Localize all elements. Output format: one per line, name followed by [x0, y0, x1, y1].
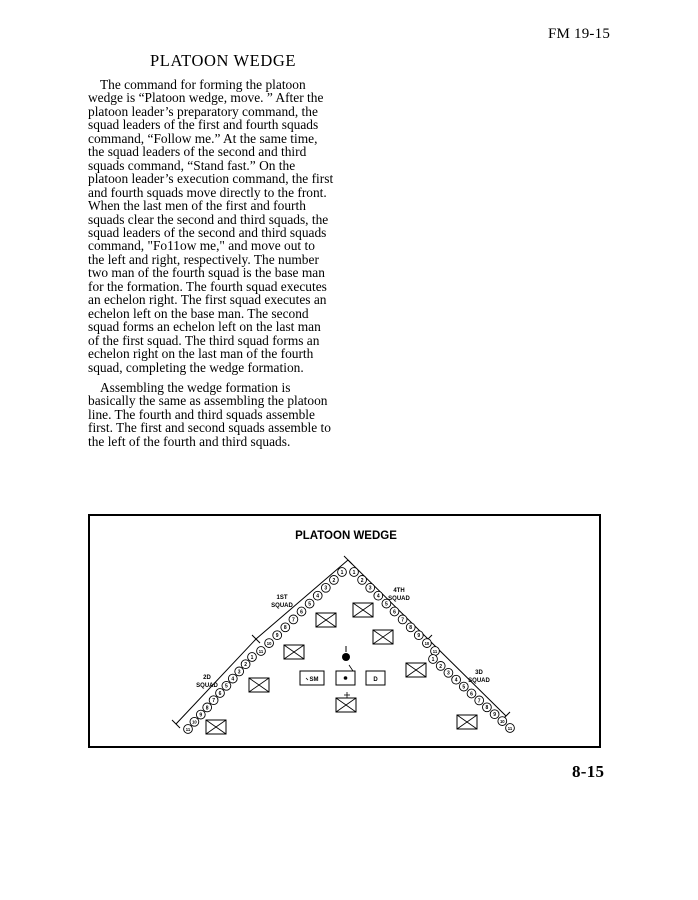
third-squad-soldier-11	[506, 724, 515, 733]
soldier-number: 6	[470, 691, 473, 698]
second-squad-soldier-7	[209, 696, 218, 705]
soldier-number: 9	[493, 712, 496, 719]
platoon-sergeant-icon	[344, 676, 348, 680]
soldier-number: 11	[185, 726, 191, 732]
body-text	[88, 78, 334, 455]
soldier-number: 2	[439, 663, 443, 670]
soldier-number: 9	[199, 712, 203, 719]
soldier-number: 6	[393, 609, 396, 616]
soldier-number: 5	[225, 683, 228, 690]
soldier-number: 5	[385, 601, 388, 608]
first-squad-label-line2: SQUAD	[271, 603, 293, 609]
first-squad-vehicle-3	[284, 645, 304, 659]
fourth-squad-soldier-2	[358, 576, 367, 585]
soldier-number: 2	[244, 662, 247, 669]
wedge-diagram	[90, 516, 603, 750]
soldier-number: 8	[283, 625, 287, 632]
paragraph-wedge-command: The command for forming the platoon wedge is “Platoon wedge, move. ” After the platoon leader’s preparatory command, the squad leaders of the first and fourth squads command, “Follow me.” At the same time, the squad leaders of the second and third squads command, “Stand fast.” On the platoon leader’s execution command, the first and fourth squads move directly to the front. When the last men of the first and fourth squads clear the second and third squads, the squad leaders of the second and third squads command, "Fo11ow me," and move out to the left and right, respectively. The number two man of the fourth squad is the base man for the formation. The fourth squad executes an echelon right. The first squad executes an echelon left on the base man. The second squad forms an echelon left on the last man of the first squad. The third squad forms an echelon right on the last man of the fourth squad, completing the wedge formation.	[88, 77, 334, 375]
soldier-number: 1	[352, 569, 356, 576]
fourth-squad-soldier-6	[390, 607, 399, 616]
third-squad-soldier-7	[475, 696, 484, 705]
third-squad-vehicle-1	[406, 663, 426, 677]
first-squad-soldier-6	[297, 607, 306, 616]
second-squad-soldier-2	[241, 660, 250, 669]
second-squad-soldier-8	[203, 703, 212, 712]
first-squad-soldier-3	[321, 583, 330, 592]
second-squad-soldier-9	[196, 710, 205, 719]
soldier-number: 2	[332, 577, 336, 584]
second-squad-label-line2: SQUAD	[196, 683, 218, 689]
soldier-number: 11	[258, 648, 264, 654]
third-squad-soldier-2	[436, 662, 445, 671]
soldier-number: 3	[368, 585, 372, 592]
fourth-squad-soldier-4	[374, 591, 383, 600]
second-squad-soldier-4	[228, 674, 237, 683]
third-squad-soldier-5	[459, 682, 468, 691]
section-title: PLATOON WEDGE	[150, 51, 297, 70]
first-squad-soldier-2	[330, 576, 339, 585]
soldier-number: 1	[250, 654, 254, 661]
first-squad-soldier-11	[257, 647, 266, 656]
reserve-vehicle	[336, 698, 356, 712]
first-squad-vehicle-1	[353, 603, 373, 617]
fourth-squad-soldier-9	[414, 631, 423, 640]
soldier-number: 7	[292, 617, 295, 624]
soldier-number: 1	[431, 656, 435, 663]
third-squad-soldier-4	[452, 675, 461, 684]
second-squad-soldier-6	[216, 689, 225, 698]
figure-platoon-wedge	[88, 514, 601, 748]
soldier-number: 7	[477, 698, 481, 705]
first-squad-soldier-4	[313, 591, 322, 600]
third-squad-label-line2: SQUAD	[468, 678, 490, 684]
soldier-number: 9	[275, 633, 279, 640]
third-squad-label-line1: 3D	[475, 670, 483, 676]
driver-label: D	[373, 677, 378, 683]
first-squad-vehicle-2	[316, 613, 336, 627]
first-squad-soldier-7	[289, 615, 298, 624]
second-squad-vehicle-1	[249, 678, 269, 692]
fourth-squad-soldier-7	[398, 615, 407, 624]
antenna-icon	[349, 665, 353, 671]
fourth-squad-label-line1: 4TH	[393, 588, 405, 594]
soldier-number: 4	[231, 676, 235, 683]
fourth-squad-label-line2: SQUAD	[388, 596, 410, 602]
third-squad-soldier-1	[429, 655, 438, 664]
paragraph-assembling: Assembling the wedge formation is basically the same as assembling the platoon line. The fourth and third squads assemble first. The first and second squads assemble to the left of the fourth and third squads.	[88, 379, 331, 449]
first-squad-soldier-10	[265, 639, 274, 648]
fourth-squad-vehicle-1	[373, 630, 393, 644]
second-squad-soldier-11	[184, 725, 193, 734]
figure-title: PLATOON WEDGE	[295, 530, 397, 542]
second-squad-vehicle-2	[206, 720, 226, 734]
fourth-squad-soldier-10	[423, 639, 432, 648]
third-squad-soldier-10	[498, 717, 507, 726]
platoon-leader-icon	[342, 653, 350, 661]
third-squad-soldier-6	[467, 689, 476, 698]
squad-medic-label: SM	[309, 677, 319, 683]
fourth-squad-soldier-1	[350, 568, 359, 577]
soldier-number: 5	[308, 601, 311, 608]
soldier-number: 1	[340, 569, 344, 576]
first-squad-soldier-8	[281, 623, 290, 632]
second-squad-soldier-3	[235, 667, 244, 676]
soldier-number: 8	[409, 625, 413, 632]
first-squad-soldier-5	[305, 599, 314, 608]
fourth-squad-soldier-3	[366, 583, 375, 592]
fourth-squad-soldier-11	[431, 647, 440, 656]
first-squad-soldier-1	[338, 568, 347, 577]
running-head: FM 19-15	[548, 26, 611, 42]
soldier-number: 8	[205, 705, 209, 712]
soldier-number: 3	[237, 669, 241, 676]
second-squad-soldier-1	[248, 653, 257, 662]
soldier-number: 11	[432, 648, 438, 654]
fourth-squad-soldier-8	[406, 623, 415, 632]
second-squad-extent-line	[176, 639, 256, 724]
page-number: 8-15	[572, 762, 605, 781]
soldier-number: 8	[485, 705, 489, 712]
soldier-number: 4	[376, 593, 380, 600]
soldier-number: 4	[316, 593, 320, 600]
soldier-number: 4	[454, 677, 458, 684]
soldier-number: 6	[218, 690, 222, 697]
third-squad-soldier-3	[444, 668, 453, 677]
third-squad-soldier-9	[490, 710, 499, 719]
soldier-number: 10	[192, 719, 197, 725]
second-squad-soldier-10	[190, 717, 199, 726]
third-squad-soldier-8	[483, 703, 492, 712]
soldier-number: 3	[447, 670, 450, 677]
soldier-number: 7	[212, 698, 215, 705]
soldier-number: 9	[417, 633, 421, 640]
soldier-number: 10	[266, 641, 272, 646]
second-squad-soldier-5	[222, 681, 231, 690]
soldier-number: 7	[401, 617, 404, 624]
third-squad-vehicle-2	[457, 715, 477, 729]
soldier-number: 2	[360, 577, 364, 584]
soldier-number: 6	[300, 609, 303, 616]
first-squad-label-line1: 1ST	[276, 595, 288, 601]
soldier-number: 10	[424, 641, 430, 646]
soldier-number: 10	[499, 719, 505, 724]
platoon-headquarters	[300, 646, 385, 698]
first-squad-soldier-9	[273, 631, 282, 640]
second-squad-label-line1: 2D	[203, 675, 211, 681]
soldier-number: 11	[507, 725, 513, 731]
soldier-number: 5	[462, 684, 466, 691]
soldier-number: 3	[324, 585, 328, 592]
